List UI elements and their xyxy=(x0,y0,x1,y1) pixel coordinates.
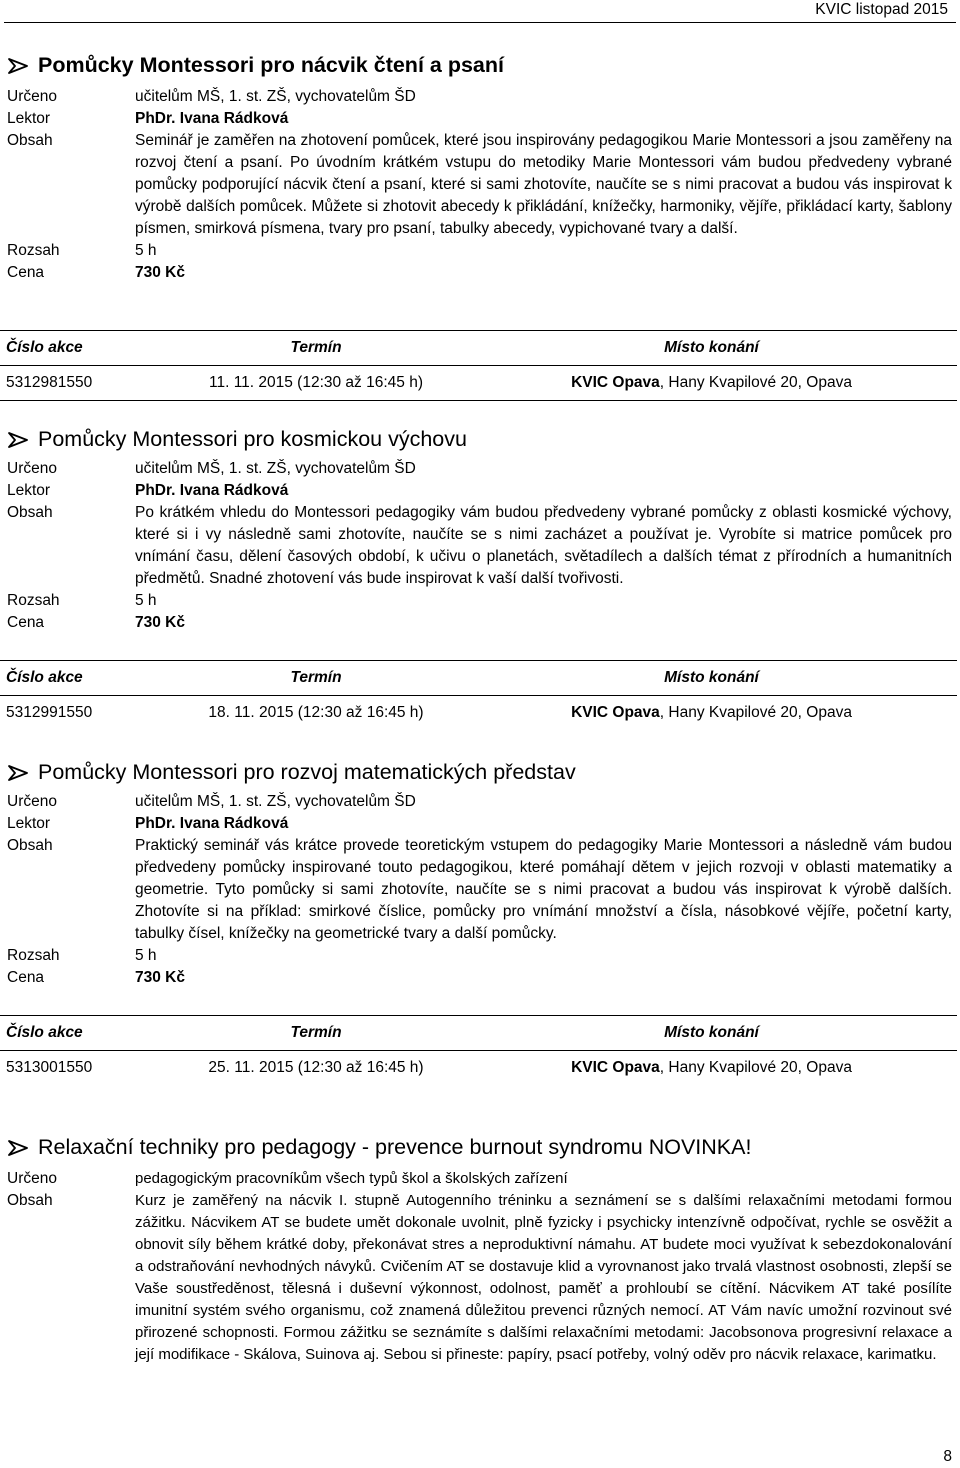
value-obsah: Po krátkém vhledu do Montessori pedagogiky vám budou předvedeny vybrané pomůcky z oblasti kosmické výchovy, které si i vy následně sami zhotovíte, naučíte se s nimi zacházet a používat je. Vyrobíte si matrice pomůcek pro vnímání času, dělení časových období, k učivu o planetách, světadílech a dalších témat z přírodních a humanitních předmětů. Snadné zhotovení vás bude inspirovat k vaší další tvořivosti. xyxy=(135,504,952,587)
value-lektor: PhDr. Ivana Rádková xyxy=(135,110,289,127)
header-misto: Místo konání xyxy=(466,1016,957,1051)
label-rozsah: Rozsah xyxy=(7,592,60,609)
label-obsah: Obsah xyxy=(7,504,53,521)
value-cena: 730 Kč xyxy=(135,969,185,986)
course-title-text: Pomůcky Montessori pro kosmickou výchovu xyxy=(38,427,467,451)
course-title-text: Pomůcky Montessori pro nácvik čtení a psaní xyxy=(38,53,504,77)
value-cena: 730 Kč xyxy=(135,614,185,631)
value-obsah: Kurz je zaměřený na nácvik I. stupně Autogenního tréninku a seznámení se s dalšími relaxačními metodami formou zážitku. Nácvikem AT se budete umět dokonale uvolnit, plně fyzicky i psychicky intenzívně odpočívat, rychle se osvěžit a obnovit síly během krátké doby, překonávat stres a neproduktivní námahu. AT budete moci využívat k sebezdokonalování a odstraňování nevhodných návyků. Cvičením AT se dostavuje klid a vyrovnanost jako trvalá vlastnost osobnosti, zlepší se Vaše soustředěnost, tělesná i duševní výkonnost, odolnost, paměť a prohloubí se cítění. Nácvikem AT také posílíte imunitní systém svého organismu, což znamená důležitou prevenci různých nemocí. AT Vám navíc umožní rozvinout své přirozené schopnosti. Formou zážitku se seznámíte s dalšími relaxačními metodami: Jacobsonova progresivní relaxace a její modifikace - Skálova, Suinova aj. Sebou si přineste: papíry, psací potřeby, volný oděv pro nácvik relaxace, karimatku. xyxy=(135,1192,952,1363)
venue-name: KVIC Opava xyxy=(571,1059,660,1076)
schedule-row xyxy=(0,696,957,731)
header-rule xyxy=(4,22,956,23)
schedule-row xyxy=(0,1051,957,1086)
schedule-header-row xyxy=(0,661,957,696)
arrowhead-bullet-icon xyxy=(8,432,28,448)
cell-termin: 11. 11. 2015 (12:30 až 16:45 h) xyxy=(166,366,466,401)
schedule-header-row xyxy=(0,331,957,366)
course-title xyxy=(0,1132,960,1162)
label-obsah: Obsah xyxy=(7,837,53,854)
course-title xyxy=(0,50,960,80)
header-termin: Termín xyxy=(166,1016,466,1051)
course-3 xyxy=(0,757,960,989)
value-rozsah: 5 h xyxy=(135,947,157,964)
row-obsah xyxy=(0,502,960,590)
page-number: 8 xyxy=(943,1448,952,1465)
row-cena xyxy=(0,612,960,634)
label-urceno: Určeno xyxy=(7,88,57,105)
value-urceno: učitelům MŠ, 1. st. ZŠ, vychovatelům ŠD xyxy=(135,460,416,477)
row-urceno xyxy=(0,791,960,813)
label-lektor: Lektor xyxy=(7,482,51,499)
label-lektor: Lektor xyxy=(7,110,51,127)
schedule-table xyxy=(0,330,957,401)
row-obsah xyxy=(0,835,960,945)
venue-name: KVIC Opava xyxy=(571,704,660,721)
value-urceno: učitelům MŠ, 1. st. ZŠ, vychovatelům ŠD xyxy=(135,88,416,105)
venue-address: , Hany Kvapilové 20, Opava xyxy=(659,1059,852,1076)
label-lektor: Lektor xyxy=(7,815,51,832)
value-lektor: PhDr. Ivana Rádková xyxy=(135,815,289,832)
value-urceno: učitelům MŠ, 1. st. ZŠ, vychovatelům ŠD xyxy=(135,793,416,810)
row-obsah xyxy=(0,1190,960,1366)
schedule-table xyxy=(0,660,957,730)
header-cislo: Číslo akce xyxy=(0,331,166,366)
value-rozsah: 5 h xyxy=(135,592,157,609)
course-1 xyxy=(0,50,960,284)
course-title xyxy=(0,424,960,454)
venue-name: KVIC Opava xyxy=(571,374,660,391)
row-urceno xyxy=(0,1168,960,1190)
row-lektor xyxy=(0,480,960,502)
row-urceno xyxy=(0,458,960,480)
row-cena xyxy=(0,967,960,989)
label-obsah: Obsah xyxy=(7,1192,53,1209)
row-urceno xyxy=(0,86,960,108)
label-cena: Cena xyxy=(7,614,45,631)
row-rozsah xyxy=(0,240,960,262)
cell-misto xyxy=(466,1051,957,1086)
header-termin: Termín xyxy=(166,661,466,696)
value-urceno: pedagogickým pracovníkům všech typů škol a školských zařízení xyxy=(135,1170,568,1187)
header-misto: Místo konání xyxy=(466,661,957,696)
cell-termin: 25. 11. 2015 (12:30 až 16:45 h) xyxy=(208,1059,424,1076)
label-cena: Cena xyxy=(7,969,45,986)
header-cislo: Číslo akce xyxy=(0,1016,166,1051)
cell-termin: 18. 11. 2015 (12:30 až 16:45 h) xyxy=(208,704,424,721)
page-header-title: KVIC listopad 2015 xyxy=(815,1,948,18)
course-title-text: Pomůcky Montessori pro rozvoj matematických představ xyxy=(38,760,576,784)
arrowhead-bullet-icon xyxy=(8,58,28,74)
row-cena xyxy=(0,262,960,284)
row-rozsah xyxy=(0,945,960,967)
cell-misto xyxy=(466,366,957,401)
label-urceno: Určeno xyxy=(7,460,57,477)
value-cena: 730 Kč xyxy=(135,264,185,281)
course-2 xyxy=(0,424,960,634)
row-lektor xyxy=(0,813,960,835)
course-title-text: Relaxační techniky pro pedagogy - prevence burnout syndromu NOVINKA! xyxy=(38,1135,752,1159)
label-obsah: Obsah xyxy=(7,132,53,149)
value-obsah: Praktický seminář vás krátce provede teoretickým vstupem do pedagogiky Marie Montessori a následně vám budou předvedeny pomůcky inspirované touto pedagogikou, které pomáhají dětem v jejich rozvoji v oblasti matematiky a geometrie. Tyto pomůcky si sami zhotovíte, naučíte se s nimi pracovat a budou vás inspirovat k výrobě dalších. Zhotovíte si na příklad: smirkové číslice, pomůcky pro vnímání množství a čísla, násobkové vějíře, početní karty, tabulky čísel, knížečky na geometrické tvary a další pomůcky. xyxy=(135,837,952,942)
label-urceno: Určeno xyxy=(7,793,57,810)
schedule-header-row xyxy=(0,1016,957,1051)
label-rozsah: Rozsah xyxy=(7,242,60,259)
cell-cislo: 5312991550 xyxy=(6,704,93,721)
value-obsah: Seminář je zaměřen na zhotovení pomůcek, které jsou inspirovány pedagogikou Marie Montessori a jsou zaměřeny na rozvoj čtení a psaní. Po úvodním krátkém vstupu do metodiky Marie Montessori vám budou předvedeny vybrané pomůcky podporující nácvik čtení a psaní, které si sami zhotovíte, naučíte se s nimi pracovat a budou vás inspirovat k výrobě dalších pomůcek. Můžete si zhotovit abecedy k přikládání, knížečky, harmoniky, vějíře, přikládací karty, šablony písmen, smirková písmena, tvary pro psaní, tabulky abecedy, vypichované tvary a další. xyxy=(135,132,952,237)
label-urceno: Určeno xyxy=(7,1170,57,1187)
cell-misto xyxy=(466,696,957,731)
header-misto: Místo konání xyxy=(466,331,957,366)
schedule-table xyxy=(0,1015,957,1085)
header-termin: Termín xyxy=(166,331,466,366)
row-obsah xyxy=(0,130,960,240)
venue-address: , Hany Kvapilové 20, Opava xyxy=(659,374,852,391)
label-cena: Cena xyxy=(7,264,45,281)
cell-cislo: 5312981550 xyxy=(0,366,166,401)
cell-cislo: 5313001550 xyxy=(6,1059,93,1076)
label-rozsah: Rozsah xyxy=(7,947,60,964)
row-rozsah xyxy=(0,590,960,612)
arrowhead-bullet-icon xyxy=(8,1140,28,1156)
row-lektor xyxy=(0,108,960,130)
course-title xyxy=(0,757,960,787)
value-lektor: PhDr. Ivana Rádková xyxy=(135,482,289,499)
venue-address: , Hany Kvapilové 20, Opava xyxy=(659,704,852,721)
value-rozsah: 5 h xyxy=(135,242,157,259)
schedule-row xyxy=(0,366,957,401)
arrowhead-bullet-icon xyxy=(8,765,28,781)
course-4 xyxy=(0,1132,960,1366)
header-cislo: Číslo akce xyxy=(0,661,166,696)
